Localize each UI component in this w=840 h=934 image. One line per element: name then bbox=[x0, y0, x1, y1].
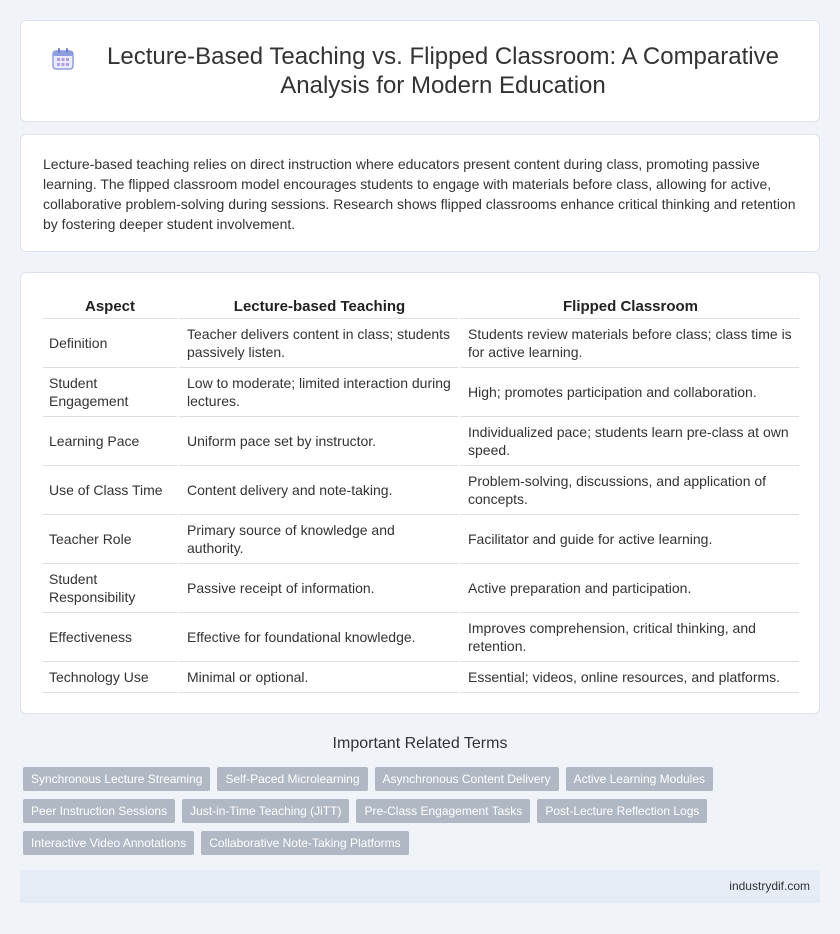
related-term-tag[interactable]: Pre-Class Engagement Tasks bbox=[356, 799, 530, 823]
related-term-tag[interactable]: Active Learning Modules bbox=[566, 767, 713, 791]
header-flipped: Flipped Classroom bbox=[458, 297, 799, 319]
related-term-tag[interactable]: Synchronous Lecture Streaming bbox=[23, 767, 210, 791]
table-row bbox=[43, 368, 799, 417]
table-row bbox=[43, 515, 799, 564]
cell-aspect: Learning Pace bbox=[43, 417, 177, 466]
cell-lecture: Teacher delivers content in class; students passively listen. bbox=[177, 319, 458, 368]
cell-aspect: Definition bbox=[43, 319, 177, 368]
page-title: Lecture-Based Teaching vs. Flipped Classroom: A Comparative Analysis for Modern Education bbox=[107, 43, 779, 99]
cell-lecture: Minimal or optional. bbox=[177, 662, 458, 693]
footer-site-link[interactable]: industrydif.com bbox=[729, 879, 810, 893]
table-row bbox=[43, 613, 799, 662]
table-row bbox=[43, 466, 799, 515]
cell-lecture: Uniform pace set by instructor. bbox=[177, 417, 458, 466]
cell-flipped: Students review materials before class; class time is for active learning. bbox=[458, 319, 799, 368]
related-term-tag[interactable]: Interactive Video Annotations bbox=[23, 831, 194, 855]
cell-flipped: Active preparation and participation. bbox=[458, 564, 799, 613]
cell-lecture: Low to moderate; limited interaction during lectures. bbox=[177, 368, 458, 417]
table-header-row bbox=[43, 297, 799, 319]
comparison-table bbox=[43, 297, 799, 693]
table-row bbox=[43, 662, 799, 693]
header-aspect: Aspect bbox=[43, 297, 177, 319]
table-row bbox=[43, 417, 799, 466]
comparison-card bbox=[20, 272, 820, 714]
header-lecture: Lecture-based Teaching bbox=[177, 297, 458, 319]
related-terms-title: Important Related Terms bbox=[332, 735, 508, 752]
cell-lecture: Content delivery and note-taking. bbox=[177, 466, 458, 515]
cell-aspect: Use of Class Time bbox=[43, 466, 177, 515]
cell-lecture: Primary source of knowledge and authority. bbox=[177, 515, 458, 564]
related-term-tag[interactable]: Just-in-Time Teaching (JiTT) bbox=[182, 799, 349, 823]
table-row bbox=[43, 564, 799, 613]
cell-lecture: Passive receipt of information. bbox=[177, 564, 458, 613]
related-term-tag[interactable]: Peer Instruction Sessions bbox=[23, 799, 175, 823]
cell-flipped: Improves comprehension, critical thinking, and retention. bbox=[458, 613, 799, 662]
cell-flipped: Facilitator and guide for active learning. bbox=[458, 515, 799, 564]
cell-flipped: Problem-solving, discussions, and application of concepts. bbox=[458, 466, 799, 515]
footer bbox=[20, 870, 820, 903]
intro-paragraph: Lecture-based teaching relies on direct instruction where educators present content during class, promoting passive learning. The flipped classroom model encourages students to engage with materials before class, allowing for active, collaborative problem-solving during sessions. Research shows flipped classrooms enhance critical thinking and retention by fostering deeper student involvement. bbox=[43, 156, 796, 232]
title-wrap bbox=[50, 42, 790, 100]
cell-lecture: Effective for foundational knowledge. bbox=[177, 613, 458, 662]
related-term-tag[interactable]: Asynchronous Content Delivery bbox=[375, 767, 559, 791]
related-term-tag[interactable]: Post-Lecture Reflection Logs bbox=[537, 799, 707, 823]
related-term-tag[interactable]: Self-Paced Microlearning bbox=[217, 767, 367, 791]
cell-aspect: Student Responsibility bbox=[43, 564, 177, 613]
cell-aspect: Student Engagement bbox=[43, 368, 177, 417]
related-terms-list bbox=[23, 767, 723, 855]
calendar-icon bbox=[50, 46, 76, 72]
cell-aspect: Technology Use bbox=[43, 662, 177, 693]
cell-aspect: Effectiveness bbox=[43, 613, 177, 662]
related-term-tag[interactable]: Collaborative Note-Taking Platforms bbox=[201, 831, 408, 855]
title-card bbox=[20, 20, 820, 122]
cell-flipped: Essential; videos, online resources, and platforms. bbox=[458, 662, 799, 693]
cell-flipped: High; promotes participation and collaboration. bbox=[458, 368, 799, 417]
cell-flipped: Individualized pace; students learn pre-class at own speed. bbox=[458, 417, 799, 466]
table-row bbox=[43, 319, 799, 368]
intro-card bbox=[20, 134, 820, 252]
cell-aspect: Teacher Role bbox=[43, 515, 177, 564]
